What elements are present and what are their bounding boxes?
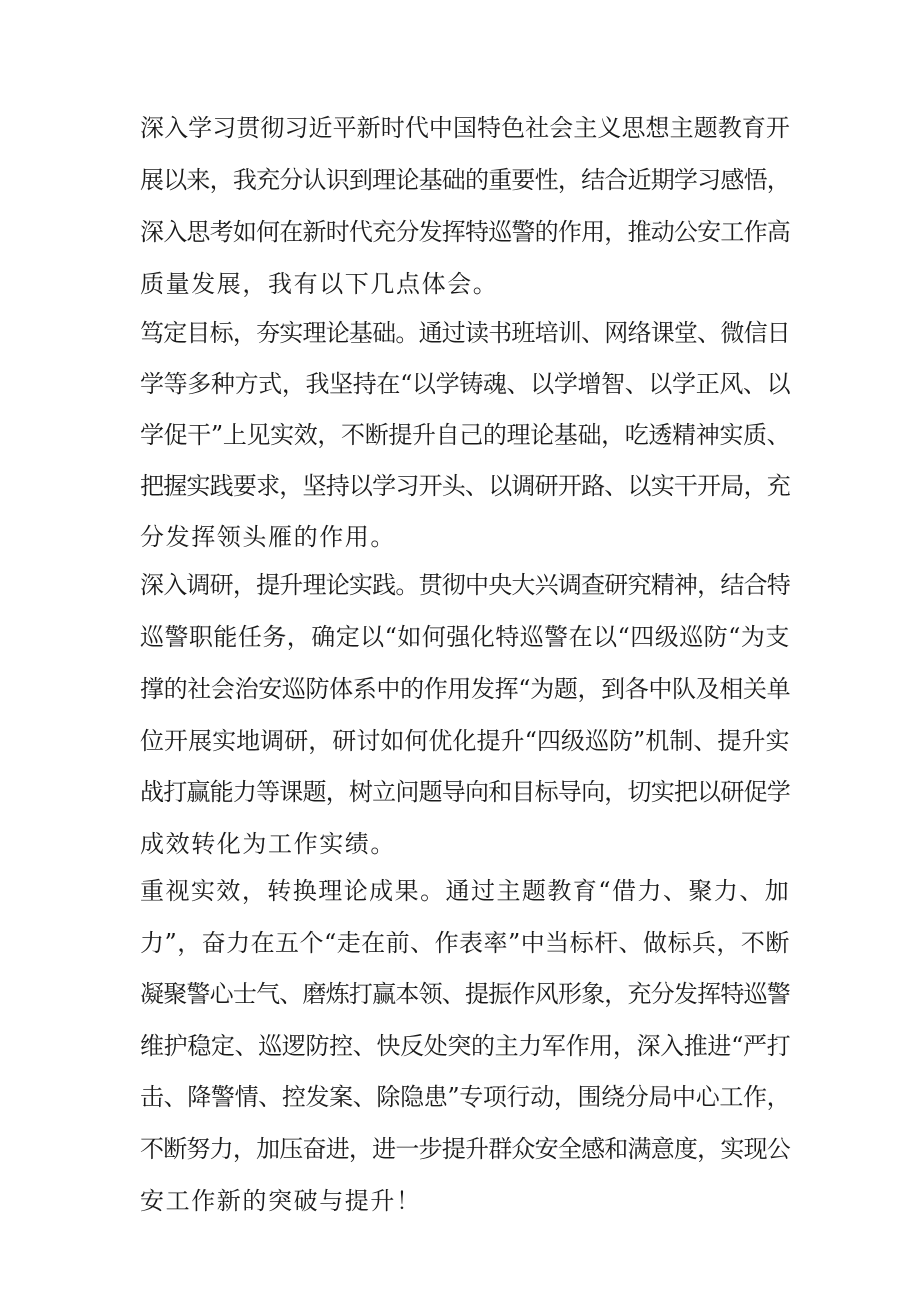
text-line: 质量发展，我有以下几点体会。 xyxy=(140,270,499,298)
text-line: 笃定目标，夯实理论基础。通过读书班培训、网络课堂、微信日 xyxy=(140,319,790,347)
text-line: 位开展实地调研，研讨如何优化提升“四级巡防”机制、提升实 xyxy=(140,727,790,755)
text-line: 安工作新的突破与提升！ xyxy=(140,1187,422,1215)
text-line: 展以来，我充分认识到理论基础的重要性，结合近期学习感悟， xyxy=(140,166,790,194)
text-line: 把握实践要求，坚持以学习开头、以调研开路、以实干开局，充 xyxy=(140,472,790,500)
text-line: 维护稳定、巡逻防控、快反处突的主力军作用，深入推进“严打 xyxy=(140,1032,791,1060)
text-line: 战打赢能力等课题，树立问题导向和目标导向，切实把以研促学 xyxy=(140,778,790,806)
text-line: 击、降警情、控发案、除隐患”专项行动，围绕分局中心工作， xyxy=(140,1083,791,1111)
text-line: 深入学习贯彻习近平新时代中国特色社会主义思想主题教育开 xyxy=(140,114,790,142)
text-line: 巡警职能任务，确定以“如何强化特巡警在以“四级巡防“为支 xyxy=(140,623,790,651)
text-line: 重视实效，转换理论成果。通过主题教育“借力、聚力、加 xyxy=(140,877,791,905)
text-line: 不断努力，加压奋进，进一步提升群众安全感和满意度，实现公 xyxy=(140,1135,790,1163)
text-line: 分发挥领头雁的作用。 xyxy=(140,523,396,551)
text-line: 凝聚警心士气、磨炼打赢本领、提振作风形象，充分发挥特巡警 xyxy=(140,980,790,1008)
text-line: 学促干”上见实效，不断提升自己的理论基础，吃透精神实质、 xyxy=(140,421,791,449)
text-line: 成效转化为工作实绩。 xyxy=(140,830,396,858)
text-line: 撑的社会治安巡防体系中的作用发挥“为题，到各中队及相关单 xyxy=(140,675,791,703)
text-line: 深入调研，提升理论实践。贯彻中央大兴调查研究精神，结合特 xyxy=(140,571,790,599)
text-line: 深入思考如何在新时代充分发挥特巡警的作用，推动公安工作高 xyxy=(140,218,790,246)
text-line: 学等多种方式，我坚持在“以学铸魂、以学增智、以学正风、以 xyxy=(140,370,791,398)
text-line: 力”，奋力在五个“走在前、作表率”中当标杆、做标兵，不断 xyxy=(140,929,790,957)
